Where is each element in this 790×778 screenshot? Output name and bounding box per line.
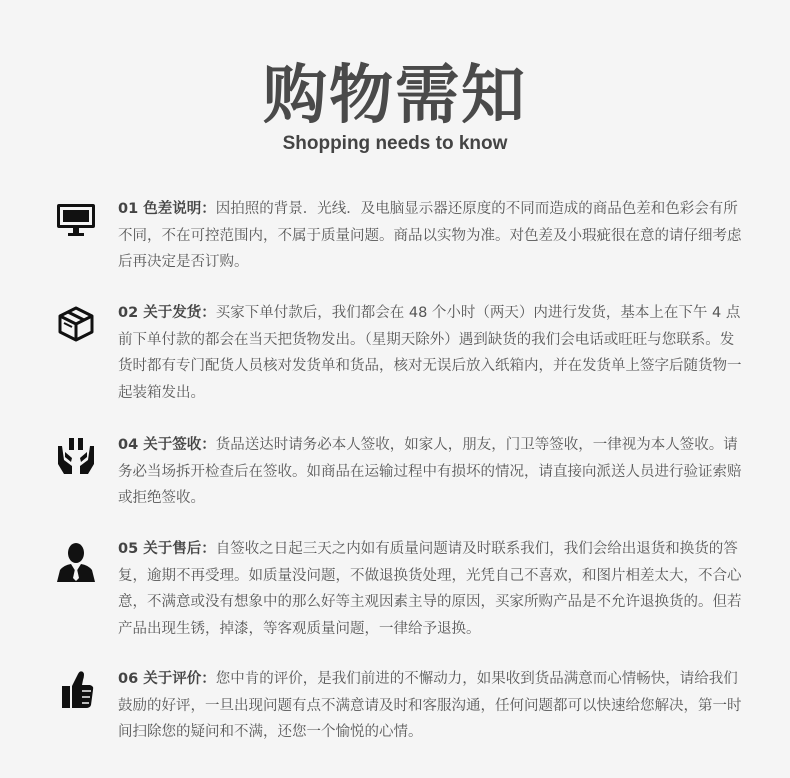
section-body: 自签收之日起三天之内如有质量问题请及时联系我们，我们会给出退货和换货的答复，逾期不再受理。如质量没问题，不做退换货处理，光凭自己不喜欢，和图片相差太大，不合心意，不满意或没有想象中的那么好等主观因素主导的原因，买家所购产品是不允许退换货的。但若产品出现生锈，掉漆，等客观质量问题，一律给予退换。 [118, 541, 742, 637]
section-body: 您中肯的评价，是我们前进的不懈动力，如果收到货品满意而心情畅快，请给我们鼓励的好评，一旦出现问题有点不满意请及时和客服沟通，任何问题都可以快速给您解决，第一时间扫除您的疑问和不满，还您一个愉悦的心情。 [118, 671, 742, 740]
page-subtitle: Shopping needs to know [282, 133, 508, 154]
section-text [118, 432, 742, 512]
hands-receiving-package-icon [56, 436, 96, 476]
monitor-icon [56, 200, 96, 240]
person-silhouette-icon [56, 542, 96, 582]
section-heading: 02 关于发货： [118, 305, 216, 321]
section-heading: 01 色差说明： [118, 201, 216, 217]
page-title: 购物需知 [263, 59, 527, 133]
section-heading: 05 关于售后： [118, 541, 216, 557]
section-text [118, 536, 742, 642]
section-body: 因拍照的背景．光线．及电脑显示器还原度的不同而造成的商品色差和色彩会有所不同，不在可控范围内，不属于质量问题。商品以实物为准。对色差及小瑕疵很在意的请仔细考虑后再决定是否订购。 [118, 201, 742, 270]
section-text [118, 300, 742, 406]
section-body: 货品送达时请务必本人签收，如家人，朋友，门卫等签收，一律视为本人签收。请务必当场拆开检查后在签收。如商品在运输过程中有损坏的情况，请直接向派送人员进行验证索赔或拒绝签收。 [118, 437, 742, 506]
section-body: 买家下单付款后，我们都会在 48 个小时（两天）内进行发货，基本上在下午 4 点前下单付款的都会在当天把货物发出。（星期天除外）遇到缺货的我们会电话或旺旺与您联系。发货时都有专门配货人员核对发货单和货品，核对无误后放入纸箱内，并在发货单上签字后随货物一起装箱发出。 [118, 305, 742, 401]
package-box-icon [56, 304, 96, 344]
thumbs-up-icon [56, 668, 96, 708]
section-text [118, 666, 742, 746]
section-heading: 04 关于签收： [118, 437, 216, 453]
section-heading: 06 关于评价： [118, 671, 216, 687]
section-text [118, 196, 742, 276]
